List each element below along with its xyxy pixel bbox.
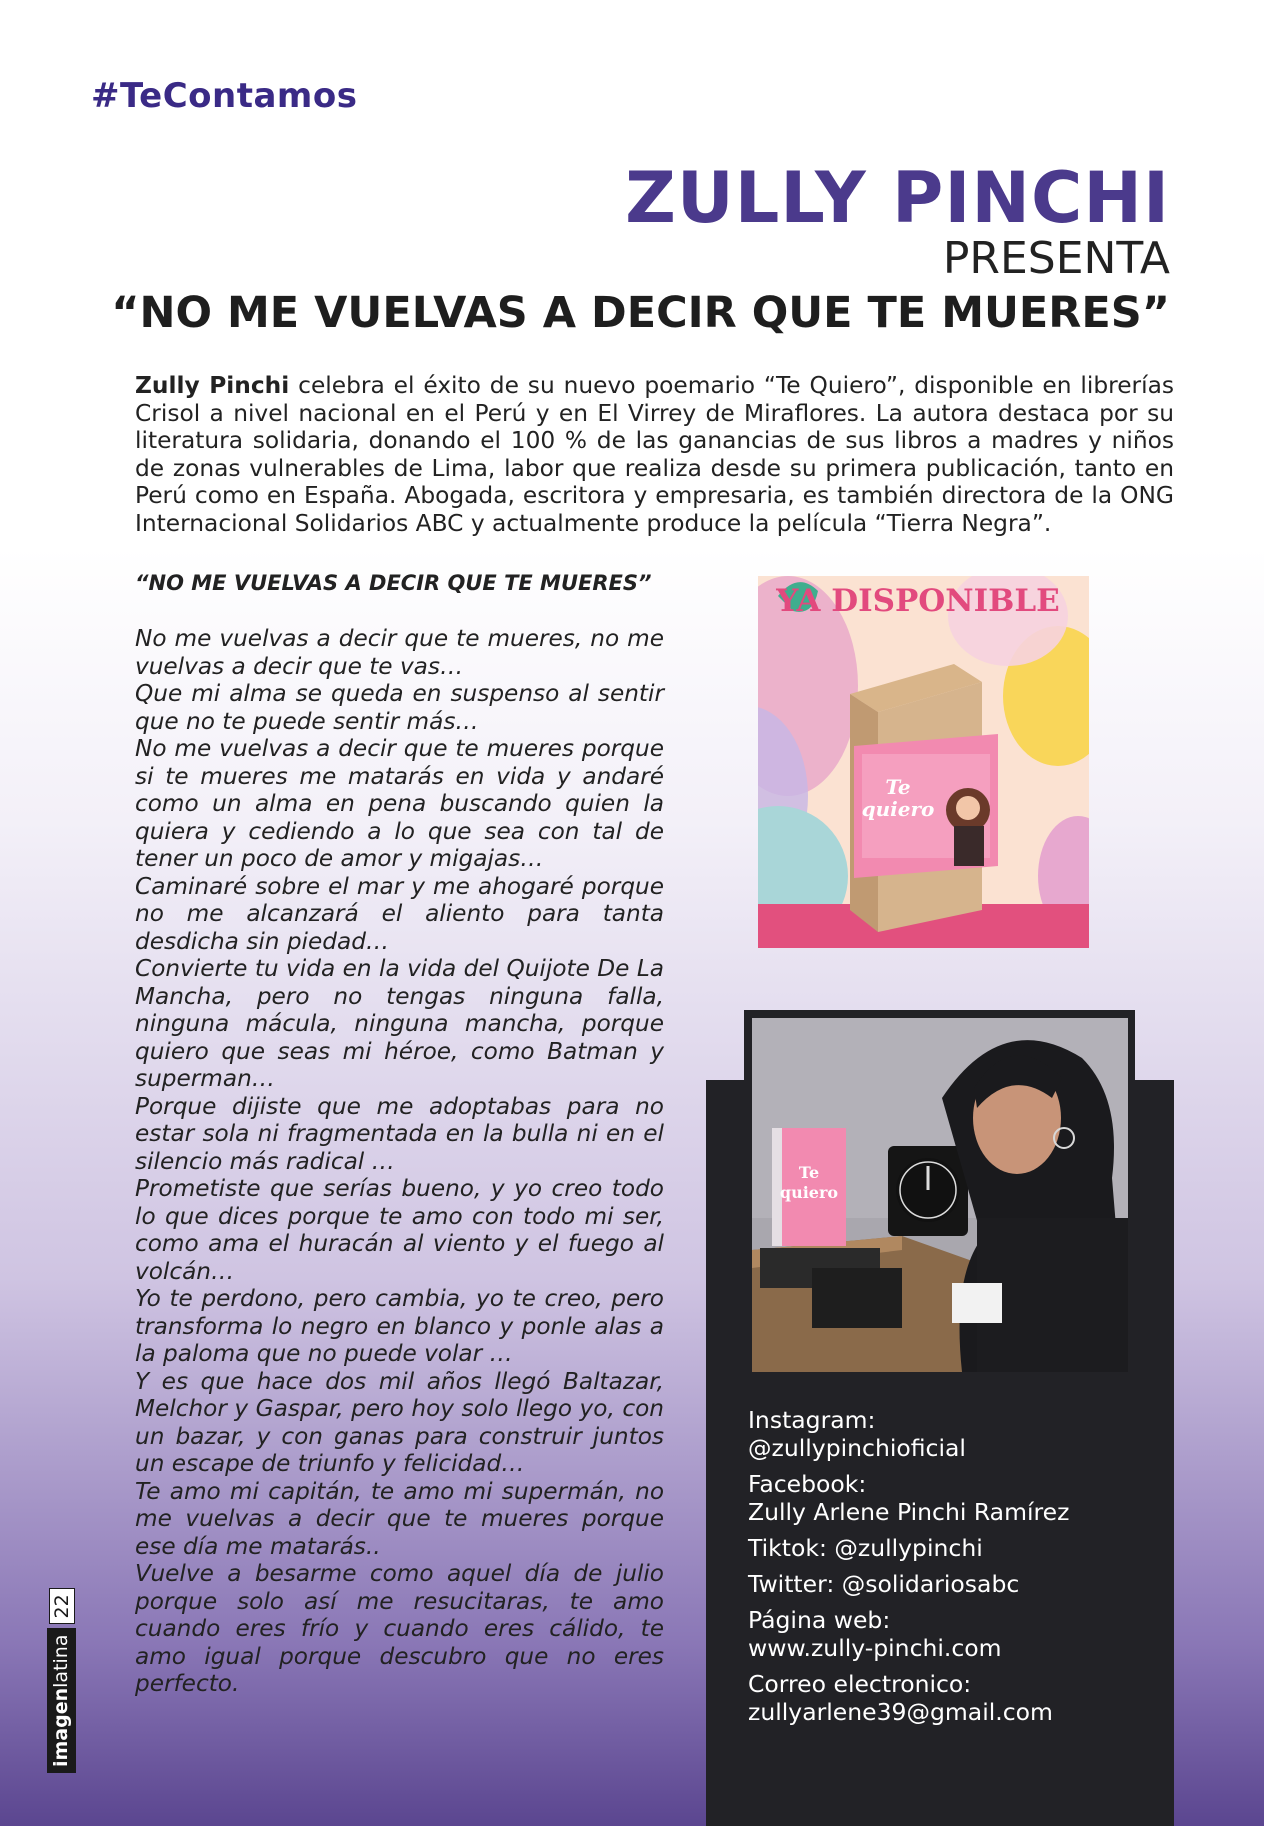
contact-value[interactable]: zullyarlene39@gmail.com: [748, 1698, 1053, 1726]
poem-stanza: Porque dijiste que me adoptabas para no estar sola ni fragmentada en la bulla ni en el silencio más radical …: [135, 1092, 664, 1175]
brand-rest: latina: [50, 1634, 72, 1688]
contact-value[interactable]: www.zully-pinchi.com: [748, 1634, 1002, 1662]
author-photo: [752, 1018, 1128, 1372]
contact-website: [748, 1606, 1158, 1662]
poster-illustration: [758, 576, 1089, 948]
page-number: 22: [49, 1588, 75, 1624]
poem-title: “NO ME VUELVAS A DECIR QUE TE MUERES”: [135, 571, 652, 595]
presenta-label: PRESENTA: [942, 233, 1170, 284]
contact-value[interactable]: Zully Arlene Pinchi Ramírez: [748, 1498, 1070, 1526]
author-photo-illustration: [752, 1018, 1128, 1372]
contact-instagram: [748, 1406, 1158, 1462]
book-title: “NO ME VUELVAS A DECIR QUE TE MUERES”: [111, 288, 1170, 338]
book-poster: [758, 576, 1089, 948]
poster-book-title-2: quiero: [861, 797, 935, 821]
article-header: [111, 158, 1170, 340]
poem-stanza: Que mi alma se queda en suspenso al sentir que no te puede sentir más…: [135, 680, 664, 735]
poem-stanza: No me vuelvas a decir que te mueres, no me vuelvas a decir que te vas…: [135, 625, 664, 680]
contact-label: Correo electronico:: [748, 1670, 972, 1698]
photo-book-title-1: Te: [798, 1163, 820, 1182]
contact-email: [748, 1670, 1158, 1726]
contact-label[interactable]: Twitter: @solidariosabc: [748, 1570, 1020, 1598]
contact-tiktok: [748, 1534, 1158, 1562]
contact-label: Página web:: [748, 1606, 891, 1634]
brand-bold: imagen: [50, 1687, 72, 1767]
poem-stanza: Convierte tu vida en la vida del Quijote De La Mancha, pero no tengas ninguna falla, ninguna mácula, ninguna mancha, porque quiero que seas mi héroe, como Batman y superman…: [135, 955, 664, 1092]
contact-value[interactable]: @zullypinchioficial: [748, 1434, 966, 1462]
poem-stanza: Y es que hace dos mil años llegó Baltazar, Melchor y Gaspar, pero hoy solo llego yo, con un bazar, y con ganas para construir juntos un escape de triunfo y felicidad…: [135, 1367, 664, 1477]
contact-list: [748, 1406, 1158, 1734]
author-name: ZULLY PINCHI: [625, 157, 1170, 239]
intro-paragraph: [135, 372, 1174, 538]
poster-book-title-1: Te: [885, 775, 911, 799]
section-tag: #TeContamos: [91, 76, 358, 116]
poem-body: [135, 625, 664, 1698]
magazine-brand: [47, 1629, 76, 1774]
poem-stanza: Caminaré sobre el mar y me ahogaré porque no me alcanzará el aliento para tanta desdicha sin piedad…: [135, 872, 664, 955]
contact-twitter: [748, 1570, 1158, 1598]
poem-stanza: Prometiste que serías bueno, y yo creo todo lo que dices porque te amo con todo mi ser, como ama el huracán al viento y el fuego al volcán…: [135, 1175, 664, 1285]
poster-headline: YA DISPONIBLE: [776, 583, 1060, 619]
intro-author: Zully Pinchi: [135, 372, 290, 399]
poem-stanza: No me vuelvas a decir que te mueres porque si te mueres me matarás en vida y andaré como un alma en pena buscando quien la quiera y cediendo a lo que sea con tal de tener un poco de amor y migajas…: [135, 735, 664, 872]
contact-label[interactable]: Tiktok: @zullypinchi: [748, 1534, 983, 1562]
photo-book-title-2: quiero: [779, 1183, 839, 1202]
contact-label: Facebook:: [748, 1470, 867, 1498]
poem-stanza: Te amo mi capitán, te amo mi supermán, no me vuelvas a decir que te mueres porque ese día me matarás..: [135, 1477, 664, 1560]
contact-facebook: [748, 1470, 1158, 1526]
intro-text: celebra el éxito de su nuevo poemario “Te Quiero”, disponible en librerías Crisol a nivel nacional en el Perú y en El Virrey de Miraflores. La autora destaca por su literatura solidaria, donando el 100 % de las ganancias de sus libros a madres y niños de zonas vulnerables de Lima, labor que realiza desde su primera publicación, tanto en Perú como en España. Abogada, escritora y empresaria, es también directora de la ONG Internacional Solidarios ABC y actualmente produce la película “Tierra Negra”.: [135, 372, 1174, 537]
poem-stanza: Yo te perdono, pero cambia, yo te creo, pero transforma lo negro en blanco y ponle alas a la paloma que no puede volar …: [135, 1285, 664, 1367]
page-footer-label: [47, 1594, 76, 1773]
contact-label: Instagram:: [748, 1406, 876, 1434]
poem-stanza: Vuelve a besarme como aquel día de julio porque solo así me resucitaras, te amo cuando eres frío y cuando eres cálido, te amo igual porque descubro que no eres perfecto.: [135, 1560, 664, 1697]
